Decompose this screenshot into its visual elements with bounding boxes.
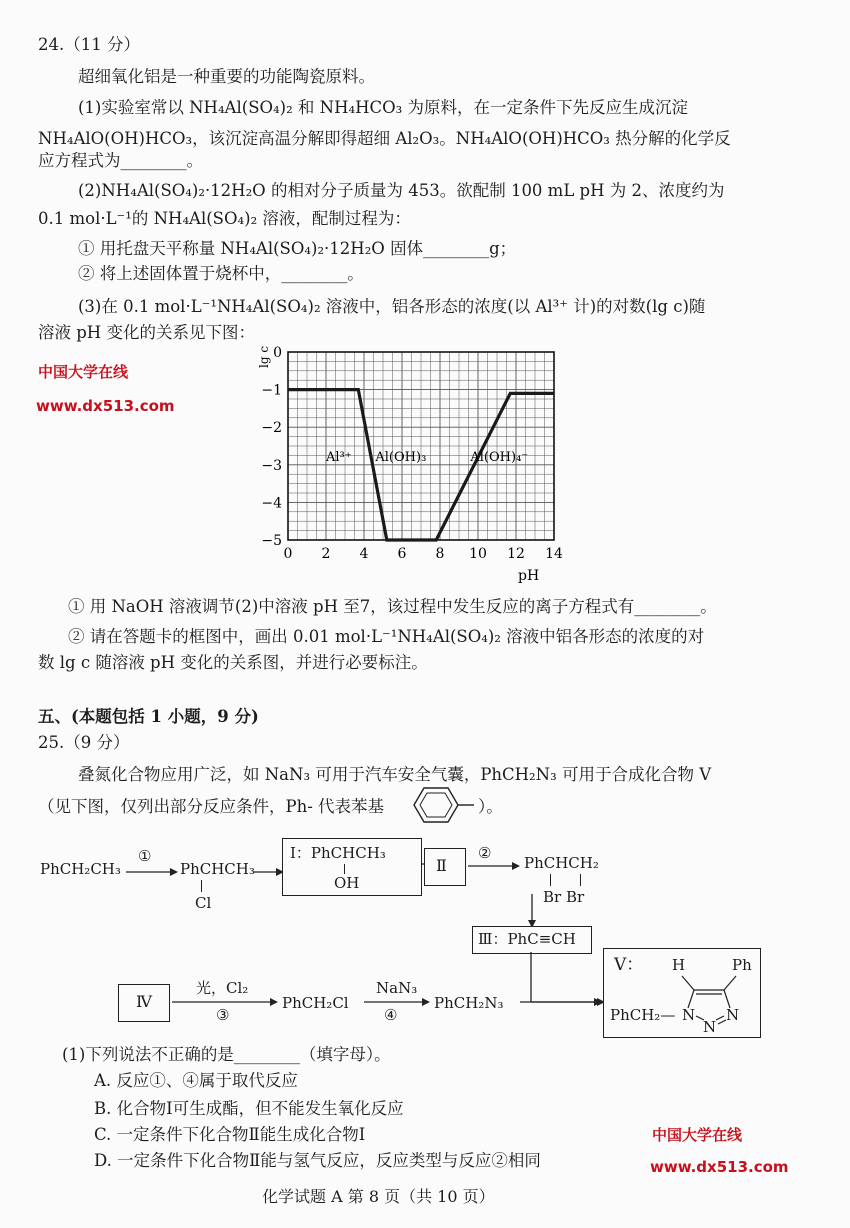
chart-xlabel: pH — [518, 568, 540, 584]
q24-sub2-line1: ② 请在答题卡的框图中，画出 0.01 mol·L⁻¹NH₄Al(SO₄)₂ 溶液中铝各形态的浓度的对 — [68, 627, 705, 646]
q25-intro-line1: 叠氮化合物应用广泛，如 NaN₃ 可用于汽车安全气囊，PhCH₂N₃ 可用于合成化合物 V — [78, 765, 712, 784]
chart-region-aloh3: Al(OH)₃ — [375, 450, 427, 466]
q24-part1-line1: (1)实验室常以 NH₄Al(SO₄)₂ 和 NH₄HCO₃ 为原料，在一定条件下先反应生成沉淀 — [78, 98, 689, 117]
scheme-v-substituent: PhCH₂— — [610, 1006, 676, 1024]
x-tick-label: 14 — [545, 546, 563, 562]
bond-line — [550, 874, 551, 886]
y-tick-label: −1 — [261, 382, 282, 399]
scheme-v-n1: N — [682, 1006, 696, 1024]
chart-grid — [288, 352, 554, 540]
q25-intro-line2-end: ）。 — [478, 797, 503, 816]
q25-1-stem: (1)下列说法不正确的是________（填字母）。 — [62, 1045, 391, 1064]
x-tick-label: 10 — [469, 546, 487, 562]
q25-1-option-c: C. 一定条件下化合物Ⅱ能生成化合物Ⅰ — [94, 1125, 366, 1144]
scheme-box1-sub: OH — [334, 874, 360, 892]
scheme-chloro-top: PhCHCH₃ — [180, 860, 255, 878]
lgc-ph-chart — [250, 340, 580, 588]
scheme-cond3: 光，Cl₂ — [196, 979, 249, 997]
bond-line — [201, 880, 202, 892]
arrow-to-box1-icon — [254, 862, 284, 878]
section5-header: 五、(本题包括 1 小题，9 分) — [38, 707, 259, 726]
q25-header: 25.（9 分） — [38, 733, 130, 752]
scheme-box1-top: Ⅰ：PhCHCH₃ — [290, 844, 386, 862]
y-tick-label: −5 — [261, 533, 282, 549]
y-tick-label: −2 — [261, 420, 282, 437]
scheme-v-n2: N — [703, 1018, 717, 1036]
bond-line — [580, 874, 581, 886]
arrow-step1-icon — [126, 862, 178, 878]
x-tick-label: 0 — [283, 546, 293, 562]
scheme-step1-label: ① — [138, 847, 152, 865]
q24-part3-line2: 溶液 pH 变化的关系见下图： — [38, 323, 255, 342]
q24-part2-step2: ② 将上述固体置于烧杯中，________。 — [78, 264, 364, 283]
x-tick-label: 12 — [507, 546, 525, 562]
scheme-box2-label: Ⅱ — [436, 856, 447, 875]
scheme-chloro-sub: Cl — [195, 894, 212, 912]
y-tick-label: −4 — [261, 495, 282, 512]
scheme-start: PhCH₂CH₃ — [40, 860, 121, 878]
y-tick-label: −3 — [261, 457, 282, 474]
scheme-box4-label: Ⅳ — [136, 992, 152, 1011]
scheme-dibromo-top: PhCHCH₂ — [524, 854, 599, 872]
scheme-step3-label: ③ — [216, 1006, 230, 1024]
x-tick-label: 8 — [435, 546, 445, 562]
scheme-cond4: NaN₃ — [376, 979, 418, 997]
chart-region-al3: Al³⁺ — [326, 450, 352, 466]
scheme-step4-label: ④ — [384, 1006, 398, 1024]
scheme-dibromo-sub: Br Br — [543, 888, 585, 906]
stamp-url-right: www.dx513.com — [650, 1158, 789, 1176]
q24-header: 24.（11 分） — [38, 35, 140, 54]
q25-1-option-a: A. 反应①、④属于取代反应 — [94, 1071, 298, 1090]
q24-sub1: ① 用 NaOH 溶液调节(2)中溶液 pH 至7，该过程中发生反应的离子方程式有________。 — [68, 597, 717, 616]
q25-1-option-b: B. 化合物Ⅰ可生成酯，但不能发生氧化反应 — [94, 1099, 404, 1118]
scheme-v-label: V： — [614, 955, 644, 975]
x-tick-label: 2 — [321, 546, 331, 562]
x-tick-label: 4 — [359, 546, 369, 562]
q24-part3-line1: (3)在 0.1 mol·L⁻¹NH₄Al(SO₄)₂ 溶液中，铝各形态的浓度(以 Al³⁺ 计)的对数(lg c)随 — [78, 297, 706, 316]
stamp-name-left: 中国大学在线 — [38, 363, 129, 381]
q24-intro: 超细氧化铝是一种重要的功能陶瓷原料。 — [78, 67, 375, 86]
arrow-step2-icon — [468, 856, 520, 872]
scheme-box3-label: Ⅲ：PhC≡CH — [478, 930, 576, 948]
q25-1-option-d: D. 一定条件下化合物Ⅱ能与氢气反应，反应类型与反应②相同 — [94, 1151, 541, 1170]
scheme-benzyl-chloride: PhCH₂Cl — [282, 994, 349, 1012]
q24-part2-step1: ① 用托盘天平称量 NH₄Al(SO₄)₂·12H₂O 固体________g； — [78, 239, 517, 258]
chart-region-aloh4: Al(OH)₄⁻ — [470, 450, 529, 466]
page-footer: 化学试题 A 第 8 页（共 10 页） — [262, 1187, 495, 1206]
scheme-v-n3: N — [726, 1006, 740, 1024]
phenyl-hexagon-icon — [404, 784, 478, 826]
chart-ylabel: lg c — [257, 345, 271, 368]
q24-part1-line3: 应方程式为________。 — [38, 151, 203, 170]
q25-intro-line2: （见下图，仅列出部分反应条件，Ph- 代表苯基 — [38, 797, 385, 816]
q24-part1-line2: NH₄AlO(OH)HCO₃，该沉淀高温分解即得超细 Al₂O₃。NH₄AlO(OH)HCO₃ 热分解的化学反 — [38, 129, 731, 148]
arrow-down-icon — [524, 894, 540, 928]
q24-sub2-line2: 数 lg c 随溶液 pH 变化的关系图，并进行必要标注。 — [38, 653, 428, 672]
scheme-benzyl-azide: PhCH₂N₃ — [434, 994, 504, 1012]
q24-part2-line1: (2)NH₄Al(SO₄)₂·12H₂O 的相对分子质量为 453。欲配制 100 mL pH 为 2、浓度约为 — [78, 181, 725, 200]
scheme-v-ph: Ph — [732, 956, 752, 974]
x-tick-label: 6 — [397, 546, 407, 562]
y-tick-label: 0 — [273, 345, 282, 361]
arrow-to-v-azide-icon — [520, 994, 602, 1010]
stamp-url-left: www.dx513.com — [36, 397, 175, 415]
scheme-v-h: H — [672, 956, 686, 974]
stamp-name-right: 中国大学在线 — [652, 1126, 743, 1144]
scheme-step2-label: ② — [478, 844, 492, 862]
q24-part2-line2: 0.1 mol·L⁻¹的 NH₄Al(SO₄)₂ 溶液，配制过程为： — [38, 209, 411, 228]
